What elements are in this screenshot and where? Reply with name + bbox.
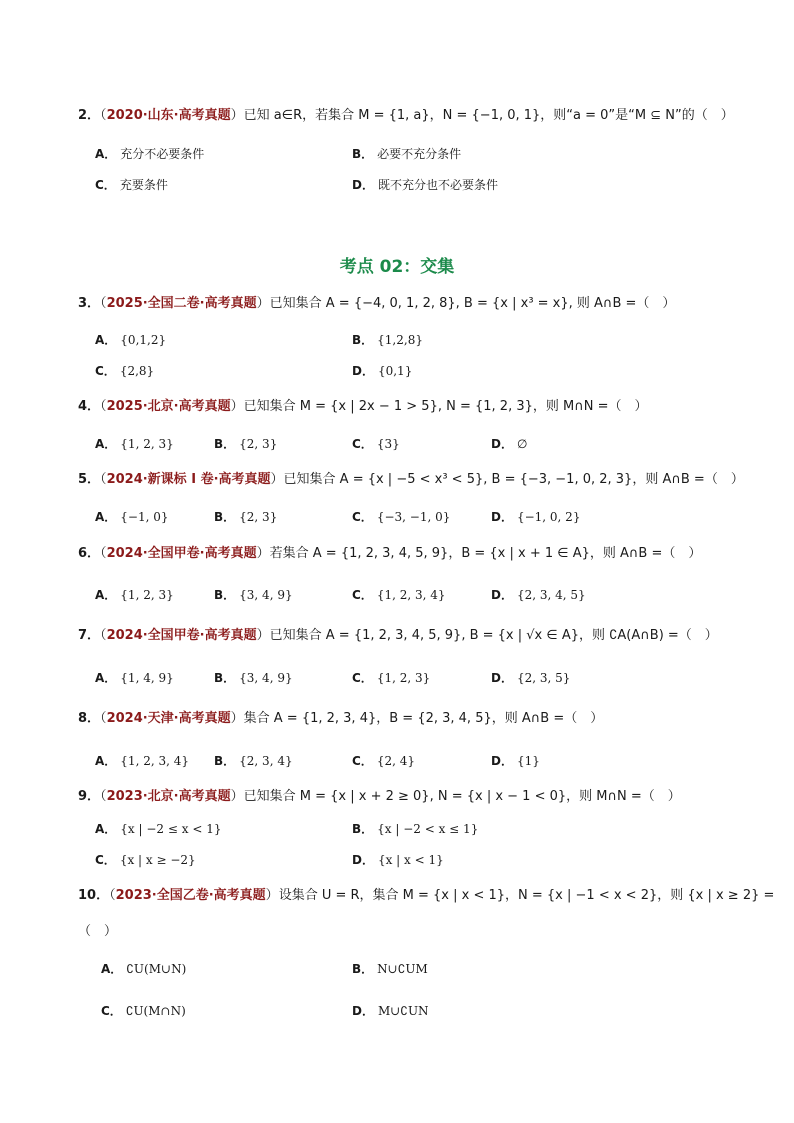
option-a bbox=[95, 331, 166, 349]
option-text: 既不充分也不必要条件 bbox=[377, 178, 498, 192]
source-close: ） bbox=[256, 296, 270, 311]
option-label: B． bbox=[214, 437, 236, 451]
option-label: D． bbox=[352, 1004, 374, 1018]
option-text: {0,1,2} bbox=[120, 333, 167, 347]
option-c bbox=[101, 1002, 186, 1020]
source-close: ） bbox=[270, 472, 284, 487]
section-title: 考点 02：交集 bbox=[339, 257, 455, 277]
option-label: A． bbox=[95, 437, 117, 451]
option-c bbox=[352, 752, 415, 770]
option-label: B． bbox=[352, 333, 374, 347]
option-text: ∅ bbox=[516, 437, 528, 451]
option-b bbox=[214, 669, 293, 687]
option-label: C． bbox=[352, 510, 373, 524]
question-source: 2020·山东·高考真题 bbox=[106, 108, 231, 123]
question-3 bbox=[78, 295, 675, 313]
question-5 bbox=[78, 471, 744, 489]
question-number: 5． bbox=[78, 472, 101, 487]
option-text: {x | −2 ≤ x < 1} bbox=[120, 822, 222, 836]
option-text: {1,2,8} bbox=[377, 333, 423, 347]
option-label: A． bbox=[95, 822, 117, 836]
question-text: 设集合 U = R，集合 M = {x | x < 1}，N = {x | −1 < x < 2}，则 {x | x ≥ 2} = bbox=[278, 888, 775, 903]
source-close: ） bbox=[230, 711, 244, 726]
option-b bbox=[214, 586, 293, 604]
option-a bbox=[95, 820, 221, 838]
option-label: D． bbox=[491, 588, 513, 602]
question-text: 已知集合 A = {x | −5 < x³ < 5}, B = {−3, −1, 0, 2, 3}，则 A∩B =（ ） bbox=[283, 472, 744, 487]
option-d bbox=[491, 508, 580, 526]
option-label: B． bbox=[352, 962, 374, 976]
option-b bbox=[352, 820, 478, 838]
option-label: A． bbox=[95, 754, 117, 768]
source-open: （ bbox=[100, 711, 107, 726]
question-source: 2024·全国甲卷·高考真题 bbox=[106, 628, 257, 643]
question-number: 2． bbox=[78, 108, 101, 123]
option-label: D． bbox=[491, 510, 513, 524]
source-close: ） bbox=[256, 546, 270, 561]
option-label: A． bbox=[95, 588, 117, 602]
question-number: 7． bbox=[78, 628, 101, 643]
option-b bbox=[352, 145, 461, 163]
option-b bbox=[214, 508, 277, 526]
question-source: 2024·天津·高考真题 bbox=[106, 711, 231, 726]
option-text: {2, 3, 5} bbox=[516, 671, 571, 685]
option-text: {3, 4, 9} bbox=[239, 588, 293, 602]
option-text: 充分不必要条件 bbox=[120, 147, 205, 161]
option-c bbox=[95, 176, 168, 194]
option-text: {−1, 0} bbox=[120, 510, 169, 524]
option-b bbox=[214, 435, 277, 453]
source-open: （ bbox=[100, 108, 107, 123]
option-c bbox=[352, 435, 400, 453]
option-label: D． bbox=[491, 671, 513, 685]
option-text: {2,8} bbox=[119, 364, 155, 378]
option-text: {1, 2, 3, 4} bbox=[120, 754, 189, 768]
option-a bbox=[95, 145, 204, 163]
question-source: 2024·全国甲卷·高考真题 bbox=[106, 546, 257, 561]
option-b bbox=[214, 752, 293, 770]
option-a bbox=[95, 752, 189, 770]
option-text: 必要不充分条件 bbox=[377, 147, 462, 161]
question-text: 集合 A = {1, 2, 3, 4}，B = {2, 3, 4, 5}，则 A∩B =（ ） bbox=[243, 711, 604, 726]
option-text: {1, 2, 3, 4} bbox=[376, 588, 446, 602]
option-a bbox=[95, 586, 174, 604]
option-text: {1, 2, 3} bbox=[120, 588, 174, 602]
option-text: M∪∁UN bbox=[377, 1004, 429, 1018]
option-label: B． bbox=[214, 754, 236, 768]
question-source: 2023·全国乙卷·高考真题 bbox=[115, 888, 266, 903]
option-d bbox=[352, 851, 444, 869]
option-label: C． bbox=[95, 853, 116, 867]
question-4 bbox=[78, 398, 648, 416]
option-text: 充要条件 bbox=[119, 178, 168, 192]
question-source: 2025·北京·高考真题 bbox=[106, 399, 231, 414]
option-d bbox=[491, 435, 527, 453]
source-open: （ bbox=[100, 628, 107, 643]
option-d bbox=[491, 752, 540, 770]
option-text: {2, 3} bbox=[239, 510, 278, 524]
option-label: D． bbox=[491, 754, 513, 768]
source-close: ） bbox=[256, 628, 270, 643]
option-label: D． bbox=[352, 178, 374, 192]
option-c bbox=[352, 508, 450, 526]
source-close: ） bbox=[230, 399, 244, 414]
question-source: 2024·新课标 I 卷·高考真题 bbox=[106, 472, 271, 487]
question-text: 已知集合 A = {1, 2, 3, 4, 5, 9}, B = {x | √x ∈ A}，则 ∁A(A∩B) =（ ） bbox=[269, 628, 718, 643]
question-number: 8． bbox=[78, 711, 101, 726]
question-text: 若集合 A = {1, 2, 3, 4, 5, 9}，B = {x | x + 1 ∈ A}，则 A∩B =（ ） bbox=[269, 546, 702, 561]
option-label: B． bbox=[214, 510, 236, 524]
source-open: （ bbox=[100, 789, 107, 804]
option-text: {−3, −1, 0} bbox=[376, 510, 451, 524]
option-a bbox=[95, 435, 174, 453]
option-a bbox=[95, 508, 169, 526]
option-a bbox=[101, 960, 186, 978]
source-open: （ bbox=[100, 472, 107, 487]
option-text: {−1, 0, 2} bbox=[516, 510, 581, 524]
option-text: {3, 4, 9} bbox=[239, 671, 293, 685]
option-text: {2, 4} bbox=[376, 754, 415, 768]
option-d bbox=[352, 176, 498, 194]
option-label: B． bbox=[214, 588, 236, 602]
option-text: {0,1} bbox=[377, 364, 413, 378]
question-8 bbox=[78, 710, 603, 728]
question-source: 2025·全国二卷·高考真题 bbox=[106, 296, 257, 311]
source-open: （ bbox=[100, 399, 107, 414]
option-label: C． bbox=[95, 364, 116, 378]
option-c bbox=[95, 362, 154, 380]
question-text: 已知 a∈R，若集合 M = {1, a}，N = {−1, 0, 1}，则“a = 0”是“M ⊆ N”的（ ） bbox=[243, 108, 734, 123]
option-text: {x | −2 < x ≤ 1} bbox=[377, 822, 479, 836]
option-label: C． bbox=[352, 437, 373, 451]
option-d bbox=[491, 669, 570, 687]
question-7 bbox=[78, 627, 718, 645]
question-10 bbox=[78, 887, 774, 905]
option-label: A． bbox=[95, 333, 117, 347]
option-label: C． bbox=[101, 1004, 122, 1018]
source-close: ） bbox=[230, 789, 244, 804]
question-number: 10． bbox=[78, 888, 110, 903]
option-d bbox=[491, 586, 586, 604]
question-source: 2023·北京·高考真题 bbox=[106, 789, 231, 804]
option-label: C． bbox=[95, 178, 116, 192]
option-c bbox=[352, 586, 446, 604]
question-9 bbox=[78, 788, 681, 806]
option-text: {2, 3, 4, 5} bbox=[516, 588, 586, 602]
source-close: ） bbox=[265, 888, 279, 903]
option-label: D． bbox=[491, 437, 513, 451]
option-text: {3} bbox=[376, 437, 400, 451]
option-label: A． bbox=[95, 147, 117, 161]
option-label: B． bbox=[352, 822, 374, 836]
option-b bbox=[352, 331, 423, 349]
option-text: {1, 2, 3} bbox=[120, 437, 174, 451]
option-d bbox=[352, 362, 412, 380]
option-text: {2, 3} bbox=[239, 437, 278, 451]
option-text: ∁U(M∪N) bbox=[126, 962, 187, 976]
question-number: 6． bbox=[78, 546, 101, 561]
option-label: B． bbox=[352, 147, 374, 161]
source-open: （ bbox=[100, 296, 107, 311]
option-text: {1, 4, 9} bbox=[120, 671, 174, 685]
option-label: C． bbox=[352, 671, 373, 685]
source-open: （ bbox=[109, 888, 116, 903]
option-label: D． bbox=[352, 364, 374, 378]
option-text: {x | x ≥ −2} bbox=[119, 853, 196, 867]
option-b bbox=[352, 960, 428, 978]
option-c bbox=[95, 851, 196, 869]
question-6 bbox=[78, 545, 701, 563]
question-text: 已知集合 M = {x | x + 2 ≥ 0}, N = {x | x − 1 < 0}，则 M∩N =（ ） bbox=[243, 789, 681, 804]
option-label: A． bbox=[95, 671, 117, 685]
option-text: ∁U(M∩N) bbox=[125, 1004, 186, 1018]
question-number: 4． bbox=[78, 399, 101, 414]
option-text: {1, 2, 3} bbox=[376, 671, 431, 685]
option-label: C． bbox=[352, 754, 373, 768]
question-number: 3． bbox=[78, 296, 101, 311]
source-close: ） bbox=[230, 108, 244, 123]
question-10-answer-brackets: （ ） bbox=[78, 924, 118, 939]
question-text: 已知集合 A = {−4, 0, 1, 2, 8}, B = {x | x³ = x}, 则 A∩B =（ ） bbox=[269, 296, 676, 311]
option-label: D． bbox=[352, 853, 374, 867]
option-label: A． bbox=[101, 962, 123, 976]
source-open: （ bbox=[100, 546, 107, 561]
option-text: {1} bbox=[516, 754, 540, 768]
option-a bbox=[95, 669, 174, 687]
option-c bbox=[352, 669, 430, 687]
option-label: B． bbox=[214, 671, 236, 685]
option-label: A． bbox=[95, 510, 117, 524]
option-text: {2, 3, 4} bbox=[239, 754, 293, 768]
question-2 bbox=[78, 107, 734, 125]
option-text: N∪∁UM bbox=[377, 962, 428, 976]
option-label: C． bbox=[352, 588, 373, 602]
question-number: 9． bbox=[78, 789, 101, 804]
option-d bbox=[352, 1002, 429, 1020]
option-text: {x | x < 1} bbox=[377, 853, 444, 867]
question-text: 已知集合 M = {x | 2x − 1 > 5}, N = {1, 2, 3}，则 M∩N =（ ） bbox=[243, 399, 648, 414]
